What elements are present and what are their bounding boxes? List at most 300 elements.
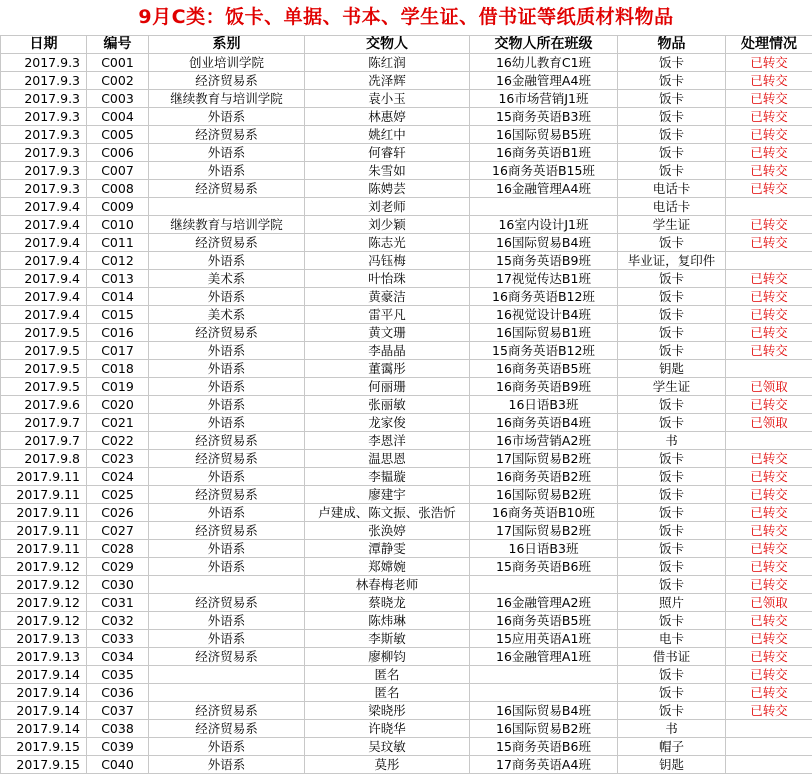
cell-dept[interactable]: 经济贸易系 (149, 432, 305, 450)
cell-item[interactable]: 饭卡 (618, 162, 726, 180)
col-header-dept[interactable]: 系别 (149, 36, 305, 54)
col-header-date[interactable]: 日期 (1, 36, 87, 54)
cell-date[interactable]: 2017.9.5 (1, 360, 87, 378)
cell-dept[interactable]: 经济贸易系 (149, 522, 305, 540)
cell-class[interactable]: 16室内设计J1班 (470, 216, 618, 234)
cell-class[interactable]: 16国际贸易B5班 (470, 126, 618, 144)
cell-person[interactable]: 许晓华 (305, 720, 470, 738)
cell-person[interactable]: 陈炜琳 (305, 612, 470, 630)
cell-dept[interactable]: 外语系 (149, 612, 305, 630)
cell-item[interactable]: 饭卡 (618, 270, 726, 288)
cell-class[interactable]: 16商务英语B12班 (470, 288, 618, 306)
cell-date[interactable]: 2017.9.5 (1, 342, 87, 360)
cell-date[interactable]: 2017.9.7 (1, 432, 87, 450)
cell-class[interactable]: 15商务英语B12班 (470, 342, 618, 360)
cell-class[interactable]: 16商务英语B5班 (470, 360, 618, 378)
cell-id[interactable]: C016 (87, 324, 149, 342)
cell-person[interactable]: 吴玟敏 (305, 738, 470, 756)
cell-dept[interactable]: 外语系 (149, 252, 305, 270)
cell-person[interactable]: 莫彤 (305, 756, 470, 774)
cell-item[interactable]: 饭卡 (618, 684, 726, 702)
table-row (1, 270, 812, 288)
cell-id[interactable]: C040 (87, 756, 149, 774)
cell-dept[interactable] (149, 666, 305, 684)
cell-id[interactable]: C028 (87, 540, 149, 558)
cell-class[interactable]: 16国际贸易B4班 (470, 702, 618, 720)
cell-person[interactable]: 温思恩 (305, 450, 470, 468)
cell-date[interactable]: 2017.9.4 (1, 252, 87, 270)
cell-date[interactable]: 2017.9.4 (1, 216, 87, 234)
col-header-class[interactable]: 交物人所在班级 (470, 36, 618, 54)
cell-item[interactable]: 饭卡 (618, 72, 726, 90)
cell-status[interactable]: 已转交 (726, 450, 812, 468)
cell-dept[interactable]: 经济贸易系 (149, 594, 305, 612)
cell-class[interactable]: 16商务英语B10班 (470, 504, 618, 522)
cell-item[interactable]: 电卡 (618, 630, 726, 648)
cell-status[interactable]: 已转交 (726, 72, 812, 90)
cell-person[interactable]: 潭静雯 (305, 540, 470, 558)
cell-class[interactable]: 16市场营销A2班 (470, 432, 618, 450)
table-row (1, 756, 812, 774)
cell-status[interactable]: 已转交 (726, 504, 812, 522)
table-row (1, 378, 812, 396)
cell-status[interactable]: 已转交 (726, 648, 812, 666)
cell-id[interactable]: C035 (87, 666, 149, 684)
cell-date[interactable]: 2017.9.14 (1, 666, 87, 684)
cell-person[interactable]: 李斯敏 (305, 630, 470, 648)
cell-status[interactable]: 已领取 (726, 594, 812, 612)
cell-item[interactable]: 饭卡 (618, 522, 726, 540)
cell-item[interactable]: 学生证 (618, 378, 726, 396)
cell-item[interactable]: 帽子 (618, 738, 726, 756)
cell-id[interactable]: C009 (87, 198, 149, 216)
cell-item[interactable]: 借书证 (618, 648, 726, 666)
cell-date[interactable]: 2017.9.5 (1, 324, 87, 342)
cell-id[interactable]: C011 (87, 234, 149, 252)
table-row (1, 54, 812, 72)
cell-person[interactable]: 雷平凡 (305, 306, 470, 324)
cell-person[interactable]: 张丽敏 (305, 396, 470, 414)
cell-class[interactable]: 17国际贸易B2班 (470, 522, 618, 540)
cell-id[interactable]: C024 (87, 468, 149, 486)
cell-item[interactable]: 饭卡 (618, 540, 726, 558)
cell-id[interactable]: C015 (87, 306, 149, 324)
cell-dept[interactable]: 经济贸易系 (149, 126, 305, 144)
cell-dept[interactable]: 经济贸易系 (149, 72, 305, 90)
cell-person[interactable]: 匿名 (305, 666, 470, 684)
cell-person[interactable]: 龙家俊 (305, 414, 470, 432)
cell-item[interactable]: 饭卡 (618, 558, 726, 576)
cell-dept[interactable]: 外语系 (149, 288, 305, 306)
cell-id[interactable]: C037 (87, 702, 149, 720)
cell-status[interactable]: 已转交 (726, 684, 812, 702)
cell-class[interactable]: 16金融管理A4班 (470, 72, 618, 90)
cell-status[interactable] (726, 432, 812, 450)
cell-person[interactable]: 刘少颖 (305, 216, 470, 234)
cell-item[interactable]: 饭卡 (618, 702, 726, 720)
cell-status[interactable] (726, 756, 812, 774)
sheet-title: 9月C类：饭卡、单据、书本、学生证、借书证等纸质材料物品 (138, 6, 674, 28)
cell-item[interactable]: 饭卡 (618, 126, 726, 144)
col-header-item[interactable]: 物品 (618, 36, 726, 54)
table-row (1, 144, 812, 162)
cell-date[interactable]: 2017.9.6 (1, 396, 87, 414)
cell-id[interactable]: C001 (87, 54, 149, 72)
cell-person[interactable]: 梁晓彤 (305, 702, 470, 720)
cell-class[interactable]: 16视觉设计B4班 (470, 306, 618, 324)
cell-dept[interactable]: 外语系 (149, 738, 305, 756)
cell-status[interactable]: 已转交 (726, 558, 812, 576)
cell-item[interactable]: 饭卡 (618, 468, 726, 486)
cell-date[interactable]: 2017.9.11 (1, 522, 87, 540)
cell-dept[interactable]: 外语系 (149, 756, 305, 774)
cell-class[interactable]: 17商务英语A4班 (470, 756, 618, 774)
cell-id[interactable]: C026 (87, 504, 149, 522)
cell-class[interactable]: 16日语B3班 (470, 540, 618, 558)
cell-item[interactable]: 饭卡 (618, 288, 726, 306)
cell-status[interactable]: 已转交 (726, 216, 812, 234)
cell-person[interactable]: 李恩洋 (305, 432, 470, 450)
cell-item[interactable]: 电话卡 (618, 198, 726, 216)
cell-date[interactable]: 2017.9.3 (1, 72, 87, 90)
cell-item[interactable]: 钥匙 (618, 756, 726, 774)
cell-person[interactable]: 林惠婷 (305, 108, 470, 126)
cell-status[interactable]: 已转交 (726, 342, 812, 360)
table-row (1, 162, 812, 180)
cell-date[interactable]: 2017.9.4 (1, 270, 87, 288)
cell-dept[interactable]: 外语系 (149, 630, 305, 648)
table-row (1, 702, 812, 720)
cell-id[interactable]: C032 (87, 612, 149, 630)
cell-dept[interactable]: 外语系 (149, 144, 305, 162)
cell-person[interactable]: 冯钰梅 (305, 252, 470, 270)
cell-id[interactable]: C003 (87, 90, 149, 108)
cell-item[interactable]: 照片 (618, 594, 726, 612)
cell-class[interactable]: 17视觉传达B1班 (470, 270, 618, 288)
cell-class[interactable]: 16商务英语B1班 (470, 144, 618, 162)
cell-item[interactable]: 电话卡 (618, 180, 726, 198)
cell-dept[interactable] (149, 684, 305, 702)
cell-status[interactable] (726, 252, 812, 270)
cell-id[interactable]: C038 (87, 720, 149, 738)
cell-dept[interactable]: 经济贸易系 (149, 720, 305, 738)
cell-dept[interactable] (149, 198, 305, 216)
cell-item[interactable]: 书 (618, 720, 726, 738)
cell-dept[interactable]: 外语系 (149, 468, 305, 486)
cell-status[interactable] (726, 720, 812, 738)
cell-status[interactable]: 已转交 (726, 612, 812, 630)
cell-dept[interactable]: 外语系 (149, 342, 305, 360)
cell-dept[interactable]: 外语系 (149, 540, 305, 558)
cell-item[interactable]: 饭卡 (618, 504, 726, 522)
cell-person[interactable]: 蔡晓龙 (305, 594, 470, 612)
cell-dept[interactable]: 外语系 (149, 558, 305, 576)
cell-item[interactable]: 饭卡 (618, 414, 726, 432)
cell-dept[interactable]: 外语系 (149, 504, 305, 522)
cell-date[interactable]: 2017.9.15 (1, 756, 87, 774)
cell-item[interactable]: 饭卡 (618, 324, 726, 342)
cell-status[interactable]: 已领取 (726, 378, 812, 396)
cell-status[interactable]: 已转交 (726, 162, 812, 180)
cell-id[interactable]: C033 (87, 630, 149, 648)
cell-date[interactable]: 2017.9.3 (1, 108, 87, 126)
cell-item[interactable]: 饭卡 (618, 486, 726, 504)
cell-status[interactable]: 已转交 (726, 396, 812, 414)
cell-status[interactable]: 已转交 (726, 126, 812, 144)
cell-date[interactable]: 2017.9.5 (1, 378, 87, 396)
cell-dept[interactable]: 创业培训学院 (149, 54, 305, 72)
cell-dept[interactable]: 经济贸易系 (149, 648, 305, 666)
cell-dept[interactable]: 经济贸易系 (149, 324, 305, 342)
cell-date[interactable]: 2017.9.3 (1, 162, 87, 180)
cell-id[interactable]: C027 (87, 522, 149, 540)
cell-class[interactable]: 15商务英语B3班 (470, 108, 618, 126)
cell-class[interactable]: 16国际贸易B4班 (470, 234, 618, 252)
cell-item[interactable]: 书 (618, 432, 726, 450)
cell-item[interactable]: 饭卡 (618, 396, 726, 414)
cell-status[interactable] (726, 360, 812, 378)
cell-person[interactable]: 陈红润 (305, 54, 470, 72)
col-header-id[interactable]: 编号 (87, 36, 149, 54)
cell-item[interactable]: 饭卡 (618, 306, 726, 324)
cell-person[interactable]: 李韫璇 (305, 468, 470, 486)
cell-date[interactable]: 2017.9.3 (1, 90, 87, 108)
cell-date[interactable]: 2017.9.4 (1, 198, 87, 216)
cell-status[interactable]: 已领取 (726, 414, 812, 432)
cell-person[interactable]: 何睿轩 (305, 144, 470, 162)
cell-date[interactable]: 2017.9.8 (1, 450, 87, 468)
cell-id[interactable]: C019 (87, 378, 149, 396)
cell-item[interactable]: 学生证 (618, 216, 726, 234)
cell-status[interactable]: 已转交 (726, 234, 812, 252)
cell-status[interactable]: 已转交 (726, 486, 812, 504)
cell-status[interactable]: 已转交 (726, 288, 812, 306)
cell-item[interactable]: 饭卡 (618, 54, 726, 72)
cell-dept[interactable]: 经济贸易系 (149, 180, 305, 198)
cell-date[interactable]: 2017.9.12 (1, 576, 87, 594)
cell-date[interactable]: 2017.9.11 (1, 486, 87, 504)
cell-date[interactable]: 2017.9.11 (1, 468, 87, 486)
cell-id[interactable]: C021 (87, 414, 149, 432)
cell-id[interactable]: C005 (87, 126, 149, 144)
cell-status[interactable]: 已转交 (726, 270, 812, 288)
cell-date[interactable]: 2017.9.11 (1, 540, 87, 558)
cell-status[interactable] (726, 738, 812, 756)
cell-dept[interactable]: 继续教育与培训学院 (149, 216, 305, 234)
cell-dept[interactable]: 外语系 (149, 414, 305, 432)
table-row (1, 414, 812, 432)
cell-item[interactable]: 饭卡 (618, 666, 726, 684)
cell-class[interactable]: 16幼儿教育C1班 (470, 54, 618, 72)
cell-date[interactable]: 2017.9.13 (1, 648, 87, 666)
cell-class[interactable]: 16金融管理A2班 (470, 594, 618, 612)
cell-id[interactable]: C029 (87, 558, 149, 576)
cell-date[interactable]: 2017.9.12 (1, 558, 87, 576)
cell-person[interactable]: 林春梅老师 (305, 576, 470, 594)
cell-id[interactable]: C025 (87, 486, 149, 504)
cell-dept[interactable]: 经济贸易系 (149, 450, 305, 468)
cell-date[interactable]: 2017.9.3 (1, 180, 87, 198)
cell-status[interactable]: 已转交 (726, 630, 812, 648)
cell-class[interactable] (470, 666, 618, 684)
cell-id[interactable]: C034 (87, 648, 149, 666)
cell-date[interactable]: 2017.9.15 (1, 738, 87, 756)
cell-date[interactable]: 2017.9.12 (1, 594, 87, 612)
cell-dept[interactable] (149, 576, 305, 594)
cell-id[interactable]: C014 (87, 288, 149, 306)
cell-id[interactable]: C030 (87, 576, 149, 594)
cell-id[interactable]: C004 (87, 108, 149, 126)
cell-class[interactable]: 16商务英语B4班 (470, 414, 618, 432)
cell-person[interactable]: 卢建成、陈文振、张浩忻 (305, 504, 470, 522)
cell-id[interactable]: C012 (87, 252, 149, 270)
cell-class[interactable]: 16国际贸易B2班 (470, 720, 618, 738)
cell-item[interactable]: 饭卡 (618, 612, 726, 630)
cell-date[interactable]: 2017.9.3 (1, 126, 87, 144)
cell-date[interactable]: 2017.9.14 (1, 702, 87, 720)
cell-date[interactable]: 2017.9.3 (1, 144, 87, 162)
cell-class[interactable]: 16商务英语B2班 (470, 468, 618, 486)
cell-dept[interactable]: 外语系 (149, 108, 305, 126)
cell-person[interactable]: 郑嫦婉 (305, 558, 470, 576)
cell-id[interactable]: C039 (87, 738, 149, 756)
cell-dept[interactable]: 外语系 (149, 396, 305, 414)
cell-class[interactable]: 16商务英语B9班 (470, 378, 618, 396)
cell-status[interactable]: 已转交 (726, 180, 812, 198)
cell-dept[interactable]: 美术系 (149, 306, 305, 324)
cell-person[interactable]: 冼泽辉 (305, 72, 470, 90)
cell-dept[interactable]: 外语系 (149, 162, 305, 180)
cell-person[interactable]: 陈志光 (305, 234, 470, 252)
cell-class[interactable]: 16金融管理A4班 (470, 180, 618, 198)
cell-person[interactable]: 廖柳钧 (305, 648, 470, 666)
cell-id[interactable]: C007 (87, 162, 149, 180)
cell-item[interactable]: 饭卡 (618, 450, 726, 468)
cell-status[interactable]: 已转交 (726, 144, 812, 162)
cell-status[interactable]: 已转交 (726, 324, 812, 342)
table-row (1, 648, 812, 666)
cell-dept[interactable]: 经济贸易系 (149, 234, 305, 252)
cell-person[interactable]: 董霭彤 (305, 360, 470, 378)
cell-status[interactable]: 已转交 (726, 540, 812, 558)
cell-item[interactable]: 钥匙 (618, 360, 726, 378)
cell-status[interactable]: 已转交 (726, 666, 812, 684)
cell-item[interactable]: 饭卡 (618, 576, 726, 594)
cell-status[interactable]: 已转交 (726, 576, 812, 594)
cell-class[interactable]: 15商务英语B9班 (470, 252, 618, 270)
cell-status[interactable]: 已转交 (726, 90, 812, 108)
cell-person[interactable]: 黄文珊 (305, 324, 470, 342)
cell-id[interactable]: C006 (87, 144, 149, 162)
cell-id[interactable]: C023 (87, 450, 149, 468)
cell-person[interactable]: 何丽珊 (305, 378, 470, 396)
cell-item[interactable]: 饭卡 (618, 342, 726, 360)
table-row (1, 558, 812, 576)
cell-id[interactable]: C002 (87, 72, 149, 90)
cell-date[interactable]: 2017.9.14 (1, 684, 87, 702)
cell-class[interactable]: 15应用英语A1班 (470, 630, 618, 648)
cell-id[interactable]: C036 (87, 684, 149, 702)
cell-date[interactable]: 2017.9.12 (1, 612, 87, 630)
cell-person[interactable]: 姚红中 (305, 126, 470, 144)
cell-date[interactable]: 2017.9.4 (1, 288, 87, 306)
cell-id[interactable]: C013 (87, 270, 149, 288)
cell-id[interactable]: C008 (87, 180, 149, 198)
cell-class[interactable] (470, 198, 618, 216)
cell-id[interactable]: C031 (87, 594, 149, 612)
table-row (1, 360, 812, 378)
cell-person[interactable]: 陈娉芸 (305, 180, 470, 198)
cell-date[interactable]: 2017.9.3 (1, 54, 87, 72)
cell-status[interactable]: 已转交 (726, 108, 812, 126)
cell-person[interactable]: 叶怡珠 (305, 270, 470, 288)
cell-status[interactable]: 已转交 (726, 468, 812, 486)
cell-date[interactable]: 2017.9.11 (1, 504, 87, 522)
cell-person[interactable]: 刘老师 (305, 198, 470, 216)
cell-id[interactable]: C020 (87, 396, 149, 414)
cell-class[interactable]: 15商务英语B6班 (470, 738, 618, 756)
cell-person[interactable]: 朱雪如 (305, 162, 470, 180)
cell-class[interactable] (470, 576, 618, 594)
cell-class[interactable]: 16金融管理A1班 (470, 648, 618, 666)
table-row (1, 468, 812, 486)
cell-dept[interactable]: 经济贸易系 (149, 486, 305, 504)
cell-status[interactable]: 已转交 (726, 306, 812, 324)
cell-class[interactable] (470, 684, 618, 702)
cell-person[interactable]: 张涣婷 (305, 522, 470, 540)
cell-id[interactable]: C017 (87, 342, 149, 360)
cell-class[interactable]: 16商务英语B15班 (470, 162, 618, 180)
cell-item[interactable]: 毕业证，复印件 (618, 252, 726, 270)
cell-date[interactable]: 2017.9.4 (1, 306, 87, 324)
cell-item[interactable]: 饭卡 (618, 234, 726, 252)
cell-date[interactable]: 2017.9.7 (1, 414, 87, 432)
cell-class[interactable]: 17国际贸易B2班 (470, 450, 618, 468)
cell-id[interactable]: C010 (87, 216, 149, 234)
cell-dept[interactable]: 外语系 (149, 360, 305, 378)
cell-dept[interactable]: 继续教育与培训学院 (149, 90, 305, 108)
cell-class[interactable]: 16市场营销J1班 (470, 90, 618, 108)
cell-class[interactable]: 15商务英语B6班 (470, 558, 618, 576)
col-header-status[interactable]: 处理情况 (726, 36, 812, 54)
cell-item[interactable]: 饭卡 (618, 108, 726, 126)
cell-person[interactable]: 袁小玉 (305, 90, 470, 108)
cell-person[interactable]: 李晶晶 (305, 342, 470, 360)
cell-id[interactable]: C018 (87, 360, 149, 378)
cell-id[interactable]: C022 (87, 432, 149, 450)
cell-dept[interactable]: 经济贸易系 (149, 702, 305, 720)
cell-date[interactable]: 2017.9.4 (1, 234, 87, 252)
cell-dept[interactable]: 美术系 (149, 270, 305, 288)
cell-status[interactable]: 已转交 (726, 522, 812, 540)
cell-dept[interactable]: 外语系 (149, 378, 305, 396)
cell-class[interactable]: 16商务英语B5班 (470, 612, 618, 630)
cell-class[interactable]: 16国际贸易B2班 (470, 486, 618, 504)
cell-status[interactable] (726, 198, 812, 216)
cell-class[interactable]: 16国际贸易B1班 (470, 324, 618, 342)
cell-status[interactable]: 已转交 (726, 54, 812, 72)
cell-person[interactable]: 黄豪洁 (305, 288, 470, 306)
cell-date[interactable]: 2017.9.14 (1, 720, 87, 738)
cell-date[interactable]: 2017.9.13 (1, 630, 87, 648)
cell-status[interactable]: 已转交 (726, 702, 812, 720)
cell-item[interactable]: 饭卡 (618, 90, 726, 108)
cell-person[interactable]: 匿名 (305, 684, 470, 702)
cell-person[interactable]: 廖建宇 (305, 486, 470, 504)
cell-item[interactable]: 饭卡 (618, 144, 726, 162)
col-header-person[interactable]: 交物人 (305, 36, 470, 54)
cell-class[interactable]: 16日语B3班 (470, 396, 618, 414)
